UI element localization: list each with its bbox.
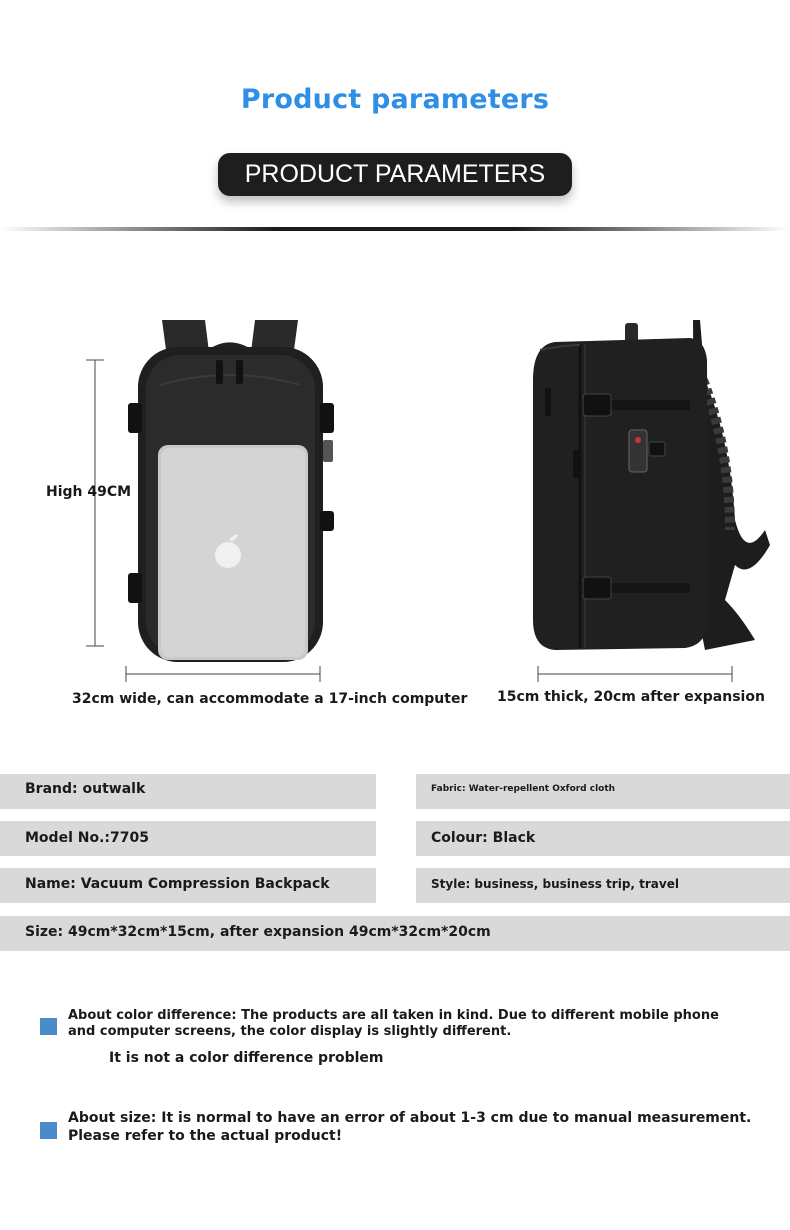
size-note: About size: It is normal to have an error of about 1-3 cm due to manual measurement. Please refer to the actual product! — [68, 1110, 752, 1144]
page-title: Product parameters — [240, 84, 550, 115]
backpack-side-image — [525, 320, 775, 665]
note-bullet-icon — [40, 1122, 57, 1139]
divider — [0, 227, 790, 231]
height-label: High 49CM — [46, 484, 132, 500]
spec-name: Name: Vacuum Compression Backpack — [0, 868, 376, 903]
spec-style: Style: business, business trip, travel — [416, 868, 790, 903]
backpack-front-image — [120, 315, 340, 665]
spec-model: Model No.:7705 — [0, 821, 376, 856]
color-note-emphasis: It is not a color difference problem — [109, 1050, 384, 1066]
section-title-pill: PRODUCT PARAMETERS — [218, 153, 572, 196]
width-dimension-line — [125, 664, 321, 684]
thickness-dimension-line — [537, 664, 733, 684]
spec-colour: Colour: Black — [416, 821, 790, 856]
spec-brand: Brand: outwalk — [0, 774, 376, 809]
spec-fabric: Fabric: Water-repellent Oxford cloth — [416, 774, 790, 809]
note-bullet-icon — [40, 1018, 57, 1035]
thickness-label: 15cm thick, 20cm after expansion — [497, 689, 765, 705]
width-label: 32cm wide, can accommodate a 17-inch computer — [72, 691, 468, 707]
color-note: About color difference: The products are all taken in kind. Due to different mobile phone and computer screens, the color display is slightly different. — [68, 1008, 719, 1039]
height-dimension-line — [84, 358, 106, 648]
spec-size: Size: 49cm*32cm*15cm, after expansion 49cm*32cm*20cm — [0, 916, 790, 951]
